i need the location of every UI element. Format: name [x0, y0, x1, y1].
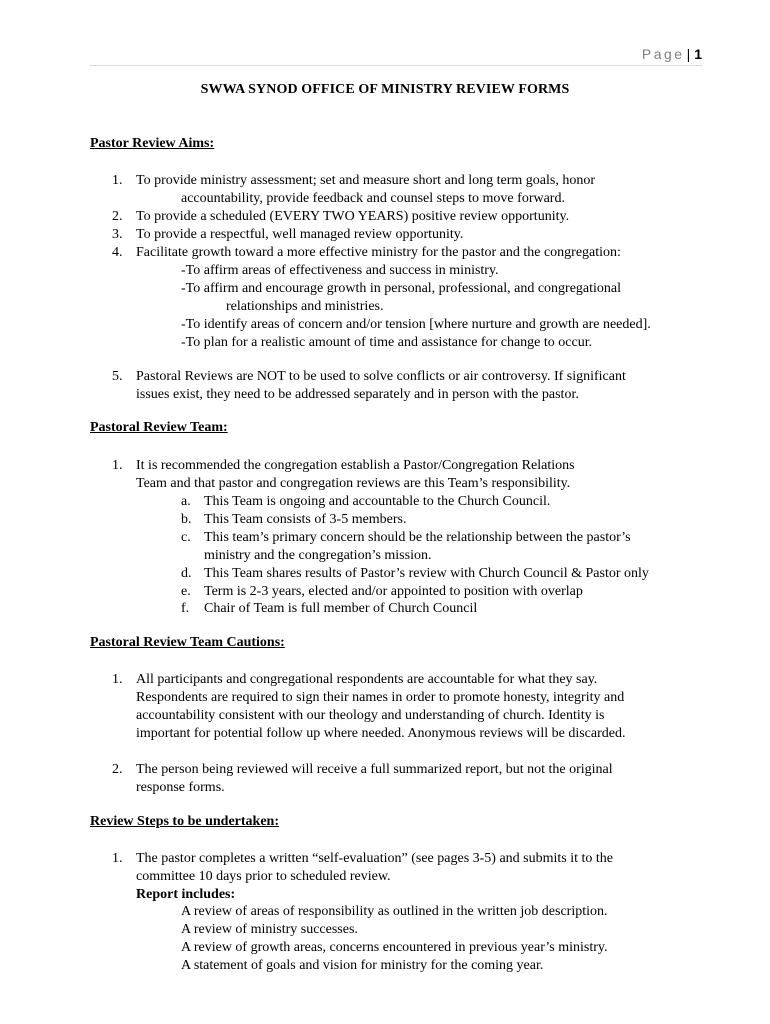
list-marker: 1. — [112, 851, 123, 866]
list-marker: 2. — [112, 209, 123, 224]
list-item-text: All participants and congregational respondents are accountable for what they say. — [136, 672, 598, 687]
sub-item-text: This team’s primary concern should be the relationship between the pastor’s — [204, 530, 631, 545]
list-item-text: Team and that pastor and congregation reviews are this Team’s responsibility. — [136, 476, 571, 491]
page-divider: | — [686, 46, 691, 62]
list-item-text: committee 10 days prior to scheduled review. — [136, 869, 391, 884]
list-marker: 5. — [112, 369, 123, 384]
sub-item-text: This Team shares results of Pastor’s review with Church Council & Pastor only — [204, 566, 649, 581]
list-marker: f. — [181, 601, 190, 616]
page-header — [90, 46, 702, 66]
list-marker: 3. — [112, 227, 123, 242]
list-item-text: Pastoral Reviews are NOT to be used to solve conflicts or air controversy. If significant — [136, 369, 626, 384]
list-item-text: accountability consistent with our theology and understanding of church. Identity is — [136, 708, 605, 723]
list-marker: b. — [181, 512, 192, 527]
section-heading-cautions: Pastoral Review Team Cautions: — [90, 635, 285, 650]
sub-item-text: -To affirm and encourage growth in personal, professional, and congregational — [181, 281, 622, 296]
list-item-text: It is recommended the congregation establish a Pastor/Congregation Relations — [136, 458, 575, 473]
section-heading-steps: Review Steps to be undertaken: — [90, 814, 279, 829]
list-marker: 2. — [112, 762, 123, 777]
list-marker: 4. — [112, 245, 123, 260]
list-item-text: The person being reviewed will receive a full summarized report, but not the original — [136, 762, 613, 777]
list-item-text: To provide ministry assessment; set and measure short and long term goals, honor — [136, 173, 595, 188]
report-item: A review of areas of responsibility as outlined in the written job description. — [181, 904, 608, 919]
sub-item-text: Term is 2-3 years, elected and/or appointed to position with overlap — [204, 584, 583, 599]
list-item-text: Respondents are required to sign their names in order to promote honesty, integrity and — [136, 690, 625, 705]
page-word: Page — [641, 46, 685, 62]
report-item: A review of growth areas, concerns encountered in previous year’s ministry. — [181, 940, 608, 955]
list-item-text: To provide a scheduled (EVERY TWO YEARS) positive review opportunity. — [136, 209, 570, 224]
list-marker: 1. — [112, 173, 123, 188]
sub-item-text: This Team is ongoing and accountable to the Church Council. — [204, 494, 551, 509]
sub-item-text: ministry and the congregation’s mission. — [204, 548, 432, 563]
list-item-text: Facilitate growth toward a more effective ministry for the pastor and the congregation: — [136, 245, 621, 260]
section-heading-team: Pastoral Review Team: — [90, 420, 228, 435]
list-marker: 1. — [112, 458, 123, 473]
list-item-text: The pastor completes a written “self-evaluation” (see pages 3-5) and submits it to the — [136, 851, 614, 866]
list-marker: d. — [181, 566, 192, 581]
section-heading-aims: Pastor Review Aims: — [90, 136, 215, 151]
list-item-text: issues exist, they need to be addressed separately and in person with the pastor. — [136, 387, 579, 402]
list-marker: e. — [181, 584, 191, 599]
list-item-text: accountability, provide feedback and counsel steps to move forward. — [181, 191, 565, 206]
report-item: A review of ministry successes. — [181, 922, 358, 937]
list-marker: a. — [181, 494, 191, 509]
sub-item-text: This Team consists of 3-5 members. — [204, 512, 407, 527]
sub-item-text: -To plan for a realistic amount of time and assistance for change to occur. — [181, 335, 593, 350]
sub-item-text: -To identify areas of concern and/or tension [where nurture and growth are needed]. — [181, 317, 651, 332]
document-title: SWWA SYNOD OFFICE OF MINISTRY REVIEW FORMS — [200, 82, 570, 97]
list-item-text: To provide a respectful, well managed review opportunity. — [136, 227, 464, 242]
list-marker: c. — [181, 530, 191, 545]
page-number-value: 1 — [694, 46, 702, 62]
report-includes-label: Report includes: — [136, 887, 236, 902]
sub-item-text: Chair of Team is full member of Church Council — [204, 601, 478, 616]
sub-item-text: relationships and ministries. — [226, 299, 384, 314]
list-item-text: important for potential follow up where needed. Anonymous reviews will be discarded. — [136, 726, 626, 741]
sub-item-text: -To affirm areas of effectiveness and success in ministry. — [181, 263, 499, 278]
list-marker: 1. — [112, 672, 123, 687]
list-item-text: response forms. — [136, 780, 225, 795]
report-item: A statement of goals and vision for ministry for the coming year. — [181, 958, 544, 973]
page-number — [642, 46, 702, 62]
